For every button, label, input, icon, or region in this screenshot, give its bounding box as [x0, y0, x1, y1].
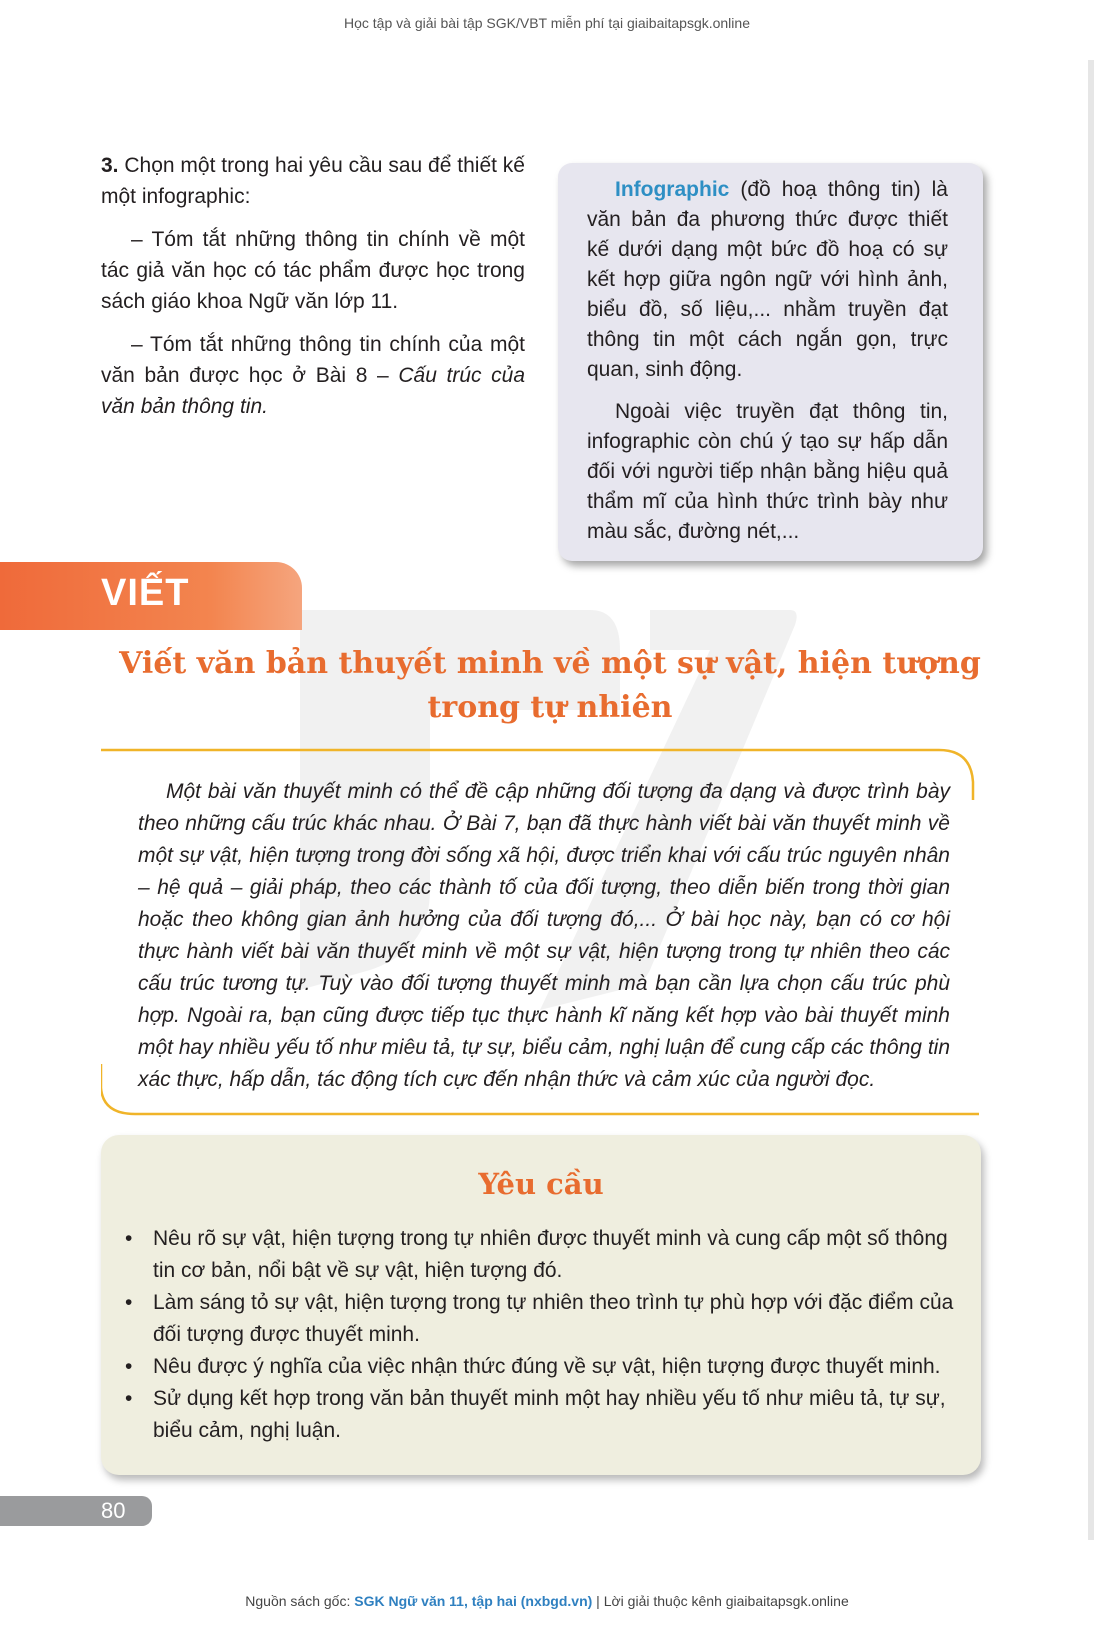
intro-paragraph: Một bài văn thuyết minh có thể đề cập những đối tượng đa dạng và được trình bày theo những cấu trúc khác nhau. Ở Bài 7, bạn đã thực hành viết bài văn thuyết minh về một sự vật, hiện tượng trong đời sống xã hội, được triển khai với cấu trúc nguyên nhân – hệ quả – giải pháp, theo các thành tố của đối tượng, theo diễn biến trong thời gian hoặc theo không gian ảnh hưởng của đối tượng đó,... Ở bài học này, bạn có cơ hội thực hành viết bài văn thuyết minh về một sự vật, hiện tượng trong tự nhiên theo các cấu trúc tương tự. Tuỳ vào đối tượng thuyết minh mà bạn cần lựa chọn cấu trúc phù hợp. Ngoài ra, bạn cũng được tiếp tục thực hành kĩ năng kết hợp vào bài thuyết minh một hay nhiều yếu tố như miêu tả, tự sự, biểu cảm, nghị luận để cung cấp các thông tin xác thực, hấp dẫn, tác động tích cực đến nhận thức và cảm xúc của người đọc. — [138, 780, 950, 1091]
section-banner — [0, 562, 302, 630]
info-term: Infographic — [615, 178, 730, 201]
requirements-title: Yêu cầu — [478, 1167, 604, 1201]
requirement-item — [123, 1383, 963, 1447]
exercise-option-2-text: – Tóm tắt những thông tin chính của một văn bản được học ở Bài 8 – — [101, 333, 525, 387]
exercise-block — [101, 150, 525, 434]
page-edge — [1088, 60, 1094, 1540]
section-banner-label: VIẾT — [101, 572, 190, 614]
requirement-text: Sử dụng kết hợp trong văn bản thuyết minh một hay nhiều yếu tố như miêu tả, tự sự, biểu cảm, nghị luận. — [153, 1387, 946, 1442]
requirement-text: Làm sáng tỏ sự vật, hiện tượng trong tự nhiên theo trình tự phù hợp với đặc điểm của đối tượng được thuyết minh. — [153, 1291, 954, 1346]
header-credit: Học tập và giải bài tập SGK/VBT miễn phí tại giaibaitapsgk.online — [344, 15, 750, 31]
info-paragraph-1 — [587, 175, 948, 385]
footer-prefix: Nguồn sách gốc: — [245, 1593, 355, 1609]
exercise-prompt-text: Chọn một trong hai yêu cầu sau để thiết kế một infographic: — [101, 154, 525, 208]
page-number: 80 — [101, 1498, 126, 1523]
info-paragraph-1-text: (đồ hoạ thông tin) là văn bản đa phương thức được thiết kế dưới dạng một bức đồ hoạ có sự kết hợp giữa ngôn ngữ với hình ảnh, biểu đồ, số liệu,... nhằm truyền đạt thông tin một cách ngắn gọn, trực quan, sinh động. — [587, 178, 948, 381]
exercise-prompt — [101, 150, 525, 212]
requirement-text: Nêu rõ sự vật, hiện tượng trong tự nhiên được thuyết minh và cung cấp một số thông tin cơ bản, nổi bật về sự vật, hiện tượng đó. — [153, 1227, 948, 1282]
requirement-item — [123, 1223, 963, 1287]
section-title — [110, 642, 990, 730]
exercise-option-2 — [101, 329, 525, 422]
exercise-option-1: – Tóm tắt những thông tin chính về một tác giả văn học có tác phẩm được học trong sách giáo khoa Ngữ văn lớp 11. — [101, 228, 525, 313]
page-number-tab — [0, 1496, 152, 1526]
requirement-text: Nêu được ý nghĩa của việc nhận thức đúng về sự vật, hiện tượng được thuyết minh. — [153, 1355, 941, 1378]
info-box-text — [587, 175, 948, 559]
section-title-line-1: Viết văn bản thuyết minh về một sự vật, hiện tượng — [119, 646, 981, 681]
infographic-definition-box — [558, 163, 983, 561]
exercise-number: 3. — [101, 154, 119, 177]
requirement-item — [123, 1287, 963, 1351]
requirements-box — [101, 1135, 981, 1475]
bullet-icon: • — [125, 1227, 133, 1250]
section-title-line-2: trong tự nhiên — [427, 690, 673, 725]
info-paragraph-2: Ngoài việc truyền đạt thông tin, infographic còn chú ý tạo sự hấp dẫn đối với người tiếp nhận bằng hiệu quả thẩm mĩ của hình thức trình bày như màu sắc, đường nét,... — [587, 400, 948, 543]
bullet-icon: • — [125, 1355, 133, 1378]
requirement-item — [123, 1351, 963, 1383]
bullet-icon: • — [125, 1291, 133, 1314]
bullet-icon: • — [125, 1387, 133, 1410]
footer-source-link[interactable]: SGK Ngữ văn 11, tập hai (nxbgd.vn) — [354, 1593, 593, 1609]
exercise-option-2-italic: Cấu trúc của văn bản thông tin. — [101, 364, 526, 418]
footer-credit — [0, 1593, 1094, 1609]
requirements-list — [123, 1223, 963, 1447]
footer-suffix: | Lời giải thuộc kênh giaibaitapsgk.online — [592, 1593, 849, 1609]
